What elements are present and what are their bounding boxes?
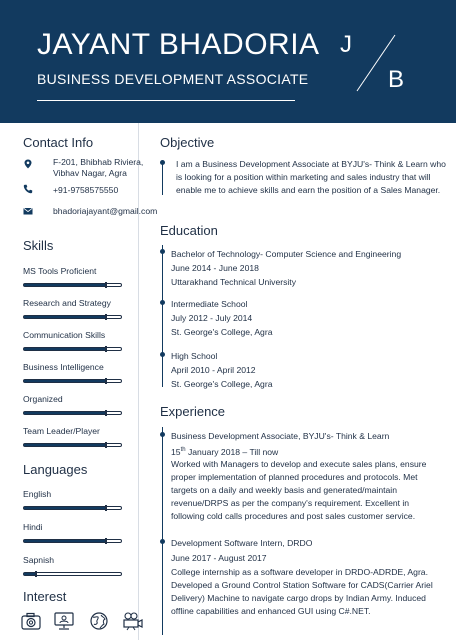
header-banner [0, 0, 456, 123]
experience-description-line: offline capabilities and enhanced GUI using C#.NET. [171, 606, 371, 616]
objective-line-1: I am a Business Development Associate at BYJU's- Think & Learn who [176, 159, 446, 169]
education-school: St. George's College, Agra [171, 327, 273, 337]
skill-label: Business Intelligence [23, 362, 104, 372]
experience-heading: Experience [160, 404, 226, 419]
skill-level-marker [105, 410, 107, 416]
experience-dot [160, 539, 165, 544]
education-degree: Intermediate School [171, 299, 248, 309]
experience-description-line: Delivery) Machine to navigate cargo drops by Indian Army. Induced [171, 593, 426, 603]
languages-heading: Languages [23, 462, 88, 477]
language-level-marker [105, 538, 107, 544]
resume-name: JAYANT BHADORIA [37, 28, 320, 61]
contact-heading: Contact Info [23, 135, 94, 150]
skill-level-fill [24, 316, 106, 318]
phone-number: +91-9758575550 [53, 185, 119, 195]
education-school: Uttarakhand Technical University [171, 277, 296, 287]
skill-label: Communication Skills [23, 330, 106, 340]
skill-label: MS Tools Proficient [23, 266, 97, 276]
education-timeline [162, 245, 163, 387]
language-level-marker [105, 505, 107, 511]
experience-dates: June 2017 - August 2017 [171, 553, 267, 563]
address-line-1: F-201, Bhibhab Riviera, [53, 157, 144, 167]
monogram-first-letter: J [340, 31, 352, 58]
language-level-bar [23, 506, 122, 510]
experience-role: Business Development Associate, BYJU's- Think & Learn [171, 431, 390, 441]
skill-level-fill [24, 444, 106, 446]
experience-description-line: following cold calls procedures and post sales customer service. [171, 511, 416, 521]
experience-role: Development Software Intern, DRDO [171, 538, 313, 548]
email-icon [23, 206, 33, 216]
language-label: English [23, 489, 52, 499]
phone-icon [23, 184, 33, 194]
experience-description-line: proper implementation of planned procedures and protocols. Met [171, 472, 418, 482]
camera-icon [20, 611, 42, 631]
experience-dot [160, 432, 165, 437]
skill-level-bar [23, 283, 122, 287]
globe-icon [88, 611, 110, 631]
education-degree: Bachelor of Technology- Computer Science and Engineering [171, 249, 402, 259]
education-school: St. George's College, Agra [171, 379, 273, 389]
skill-level-fill [24, 348, 106, 350]
language-level-bar [23, 572, 122, 576]
experience-description-line: Developed a Ground Control Station Software for CADS(Carrier Ariel [171, 580, 433, 590]
language-label: Hindi [23, 522, 43, 532]
skills-heading: Skills [23, 238, 54, 253]
skill-label: Research and Strategy [23, 298, 111, 308]
location-pin-icon [23, 159, 33, 169]
language-level-fill [24, 507, 106, 509]
email-address: bhadoriajayant@gmail.com [53, 206, 158, 216]
language-level-marker [35, 571, 37, 577]
education-degree: High School [171, 351, 218, 361]
monogram-last-letter: B [388, 66, 405, 93]
education-dot [160, 300, 165, 305]
objective-heading: Objective [160, 135, 215, 150]
education-dates: June 2014 - June 2018 [171, 263, 259, 273]
video-camera-icon [122, 611, 144, 631]
language-level-bar [23, 539, 122, 543]
education-heading: Education [160, 223, 218, 238]
skill-level-bar [23, 443, 122, 447]
experience-timeline [162, 427, 163, 635]
skill-level-bar [23, 379, 122, 383]
experience-description-line: revenue/DRPS as per the company's requirement. Excellent in [171, 498, 410, 508]
objective-line-2: is looking for a position within marketing and sales industry that will [176, 172, 431, 182]
skill-label: Team Leader/Player [23, 426, 100, 436]
column-divider [138, 123, 139, 640]
skill-level-fill [24, 284, 106, 286]
skill-level-fill [24, 412, 106, 414]
language-label: Sapnish [23, 555, 55, 565]
skill-level-bar [23, 411, 122, 415]
skill-level-bar [23, 315, 122, 319]
interest-heading: Interest [23, 589, 67, 604]
education-dates: July 2012 - July 2014 [171, 313, 253, 323]
skill-level-marker [105, 442, 107, 448]
skill-level-fill [24, 380, 106, 382]
experience-description-line: Worked with Managers to develop and execute sales plans, ensure [171, 459, 427, 469]
header-underline [37, 100, 295, 101]
skill-level-marker [105, 282, 107, 288]
skill-level-bar [23, 347, 122, 351]
education-dot [160, 249, 165, 254]
computer-icon [53, 611, 75, 631]
objective-line-3: enable me to achieve skills and earn the position of a Sales Manager. [176, 185, 441, 195]
skill-label: Organized [23, 394, 63, 404]
language-level-fill [24, 540, 106, 542]
skill-level-marker [105, 314, 107, 320]
experience-dates: 15th January 2018 – Till now [171, 447, 279, 457]
resume-role: BUSINESS DEVELOPMENT ASSOCIATE [37, 71, 309, 87]
experience-description-line: College internship as a software developer in DRDO-ADRDE, Agra. [171, 567, 428, 577]
skill-level-marker [105, 346, 107, 352]
objective-timeline [162, 163, 163, 195]
skill-level-marker [105, 378, 107, 384]
experience-description-line: targets on a daily and weekly basis and generated/maintain [171, 485, 397, 495]
education-dot [160, 352, 165, 357]
education-dates: April 2010 - April 2012 [171, 365, 256, 375]
address-line-2: Vibhav Nagar, Agra [53, 168, 127, 178]
